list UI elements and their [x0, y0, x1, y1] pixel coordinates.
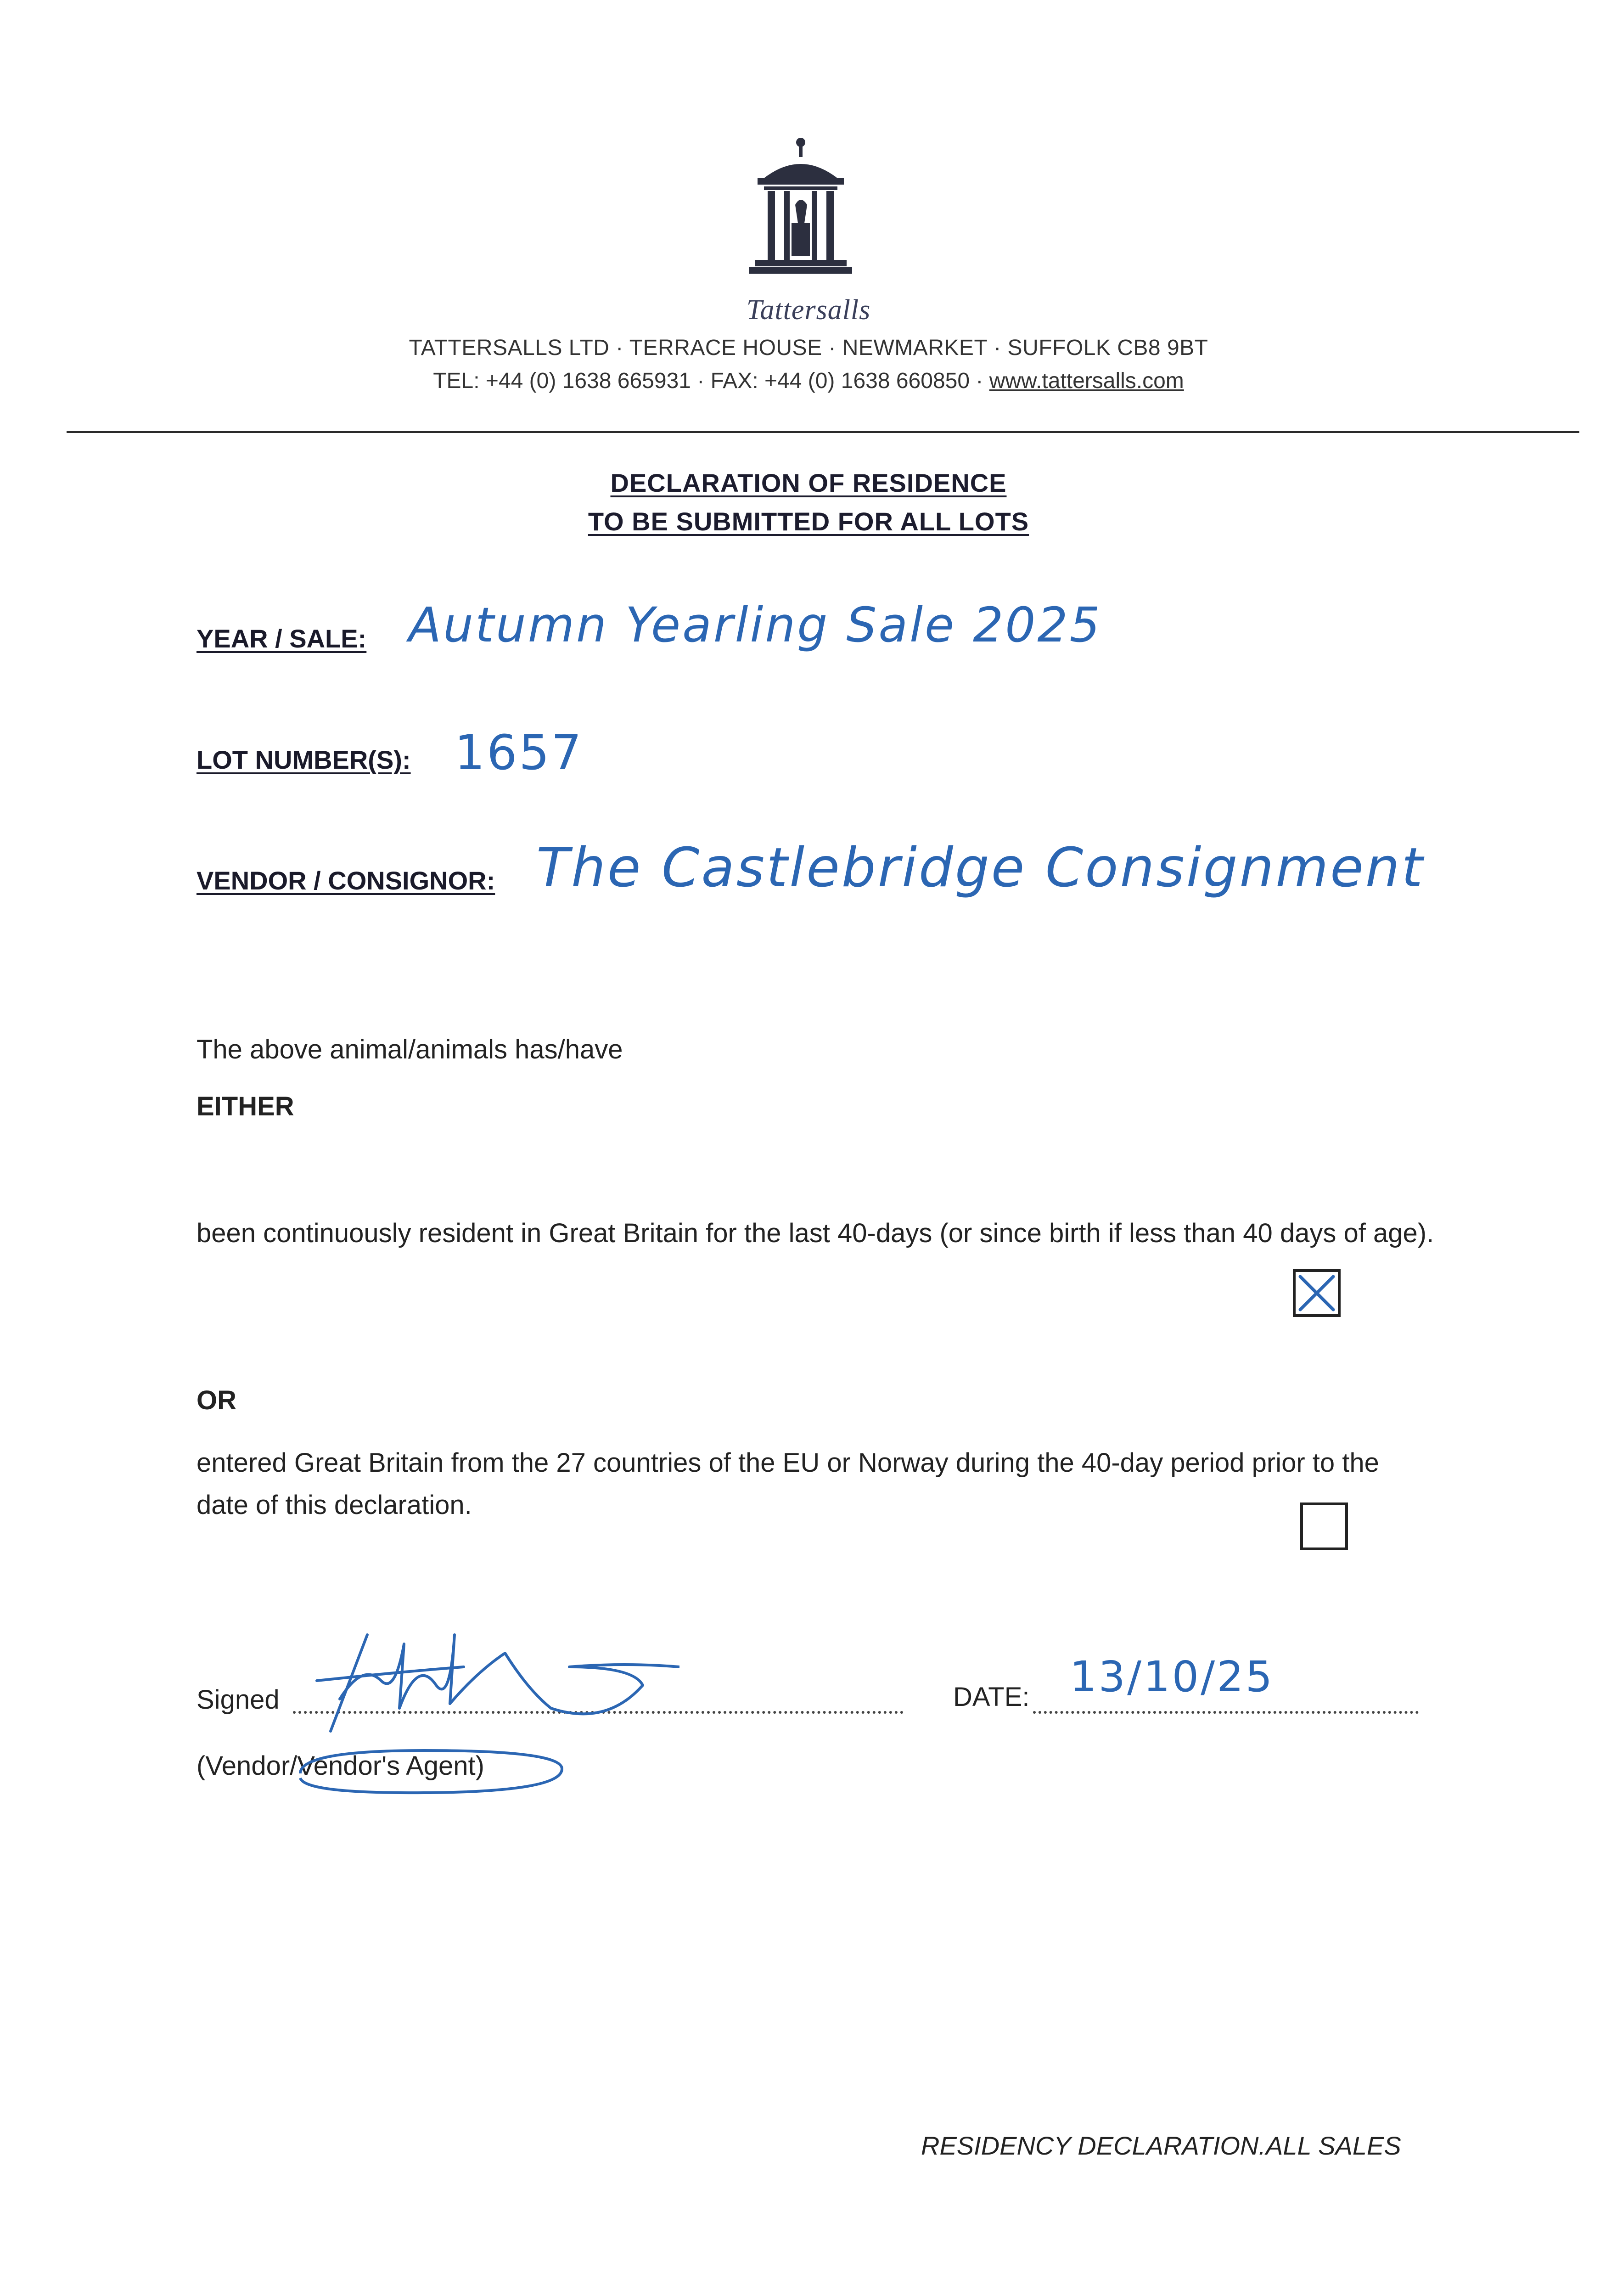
- option-entered-checkbox[interactable]: [1300, 1503, 1348, 1550]
- brand-name: Tattersalls: [746, 294, 871, 326]
- title-line-2: TO BE SUBMITTED FOR ALL LOTS: [588, 507, 1029, 536]
- title-line-1: DECLARATION OF RESIDENCE: [610, 468, 1007, 497]
- contact-phone-fax: TEL: +44 (0) 1638 665931 · FAX: +44 (0) 1638 660850 ·: [433, 369, 989, 393]
- tattersalls-logo-icon: [746, 136, 856, 292]
- website-link[interactable]: www.tattersalls.com: [989, 369, 1184, 393]
- vendor-consignor-value[interactable]: The Castlebridge Consignment: [536, 836, 1425, 899]
- option-resident-checkbox[interactable]: [1293, 1269, 1341, 1317]
- year-sale-value[interactable]: Autumn Yearling Sale 2025: [409, 597, 1102, 653]
- year-sale-label: YEAR / SALE:: [197, 624, 367, 653]
- date-value[interactable]: 13/10/25: [1070, 1652, 1275, 1701]
- date-label: DATE:: [953, 1682, 1030, 1712]
- form-footer: RESIDENCY DECLARATION.ALL SALES: [921, 2131, 1401, 2160]
- lot-numbers-value[interactable]: 1657: [455, 725, 584, 781]
- company-contact: [0, 368, 1617, 394]
- either-label: EITHER: [197, 1092, 294, 1121]
- company-address: TATTERSALLS LTD · TERRACE HOUSE · NEWMARKET · SUFFOLK CB8 9BT: [409, 336, 1208, 360]
- option-resident-text: been continuously resident in Great Britain for the last 40-days (or since birth if less than 40 days of age).: [197, 1218, 1434, 1248]
- option-entered-text: entered Great Britain from the 27 countries of the EU or Norway during the 40-day period prior to the date of this declaration.: [197, 1448, 1379, 1520]
- role-circled-mark-icon: [286, 1741, 571, 1801]
- signatory-role-label: (Vendor/Vendor's Agent): [197, 1751, 484, 1781]
- vendor-consignor-label: VENDOR / CONSIGNOR:: [197, 866, 495, 895]
- signed-label: Signed: [197, 1685, 280, 1715]
- check-mark-icon: [1296, 1272, 1338, 1314]
- document-title: [0, 464, 1617, 541]
- or-label: OR: [197, 1385, 236, 1415]
- letterhead-divider: [67, 431, 1579, 433]
- handwritten-signature-icon: [312, 1616, 679, 1736]
- declaration-intro: The above animal/animals has/have: [197, 1035, 623, 1064]
- lot-numbers-label: LOT NUMBER(S):: [197, 745, 411, 774]
